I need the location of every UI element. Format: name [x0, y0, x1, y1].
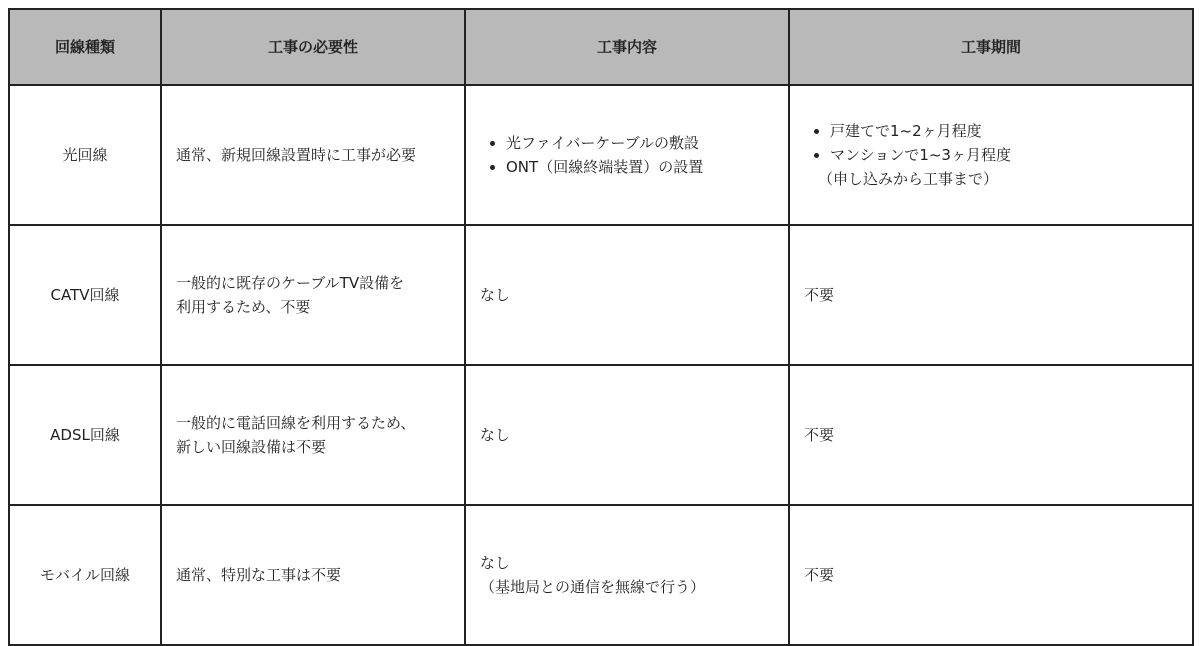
comparison-table-container	[8, 8, 1192, 622]
list-item: • 戸建てで1~2ヶ月程度	[830, 119, 1178, 143]
cell-necessity	[161, 505, 465, 645]
header-construction-period: 工事期間	[789, 9, 1193, 85]
list-item: • ONT（回線終端装置）の設置	[506, 155, 774, 179]
list-item: • 光ファイバーケーブルの敷設	[506, 131, 774, 155]
cell-necessity	[161, 85, 465, 225]
necessity-text: 利用するため、不要	[176, 298, 311, 316]
cell-period	[789, 85, 1193, 225]
period-bullet-list	[804, 119, 1178, 167]
line-type-comparison-table	[8, 8, 1194, 646]
table-row	[9, 85, 1193, 225]
necessity-text: 一般的に既存のケーブルTV設備を	[176, 274, 405, 292]
content-text: なし	[480, 426, 511, 444]
cell-content	[465, 365, 789, 505]
header-construction-necessity: 工事の必要性	[161, 9, 465, 85]
cell-line-type: 光回線	[9, 85, 161, 225]
cell-line-type: CATV回線	[9, 225, 161, 365]
necessity-text: 通常、新規回線設置時に工事が必要	[176, 146, 417, 164]
cell-content	[465, 505, 789, 645]
content-text: なし	[480, 554, 511, 572]
cell-necessity	[161, 365, 465, 505]
table-row	[9, 365, 1193, 505]
content-text: なし	[480, 286, 511, 304]
necessity-text: 一般的に電話回線を利用するため、	[176, 414, 416, 432]
table-row	[9, 225, 1193, 365]
cell-content	[465, 85, 789, 225]
content-bullet-list	[480, 131, 774, 179]
cell-content	[465, 225, 789, 365]
list-item: • マンションで1~3ヶ月程度	[830, 143, 1178, 167]
cell-line-type: ADSL回線	[9, 365, 161, 505]
cell-period: 不要	[789, 225, 1193, 365]
necessity-text: 新しい回線設備は不要	[176, 438, 327, 456]
cell-period: 不要	[789, 505, 1193, 645]
cell-period: 不要	[789, 365, 1193, 505]
table-row	[9, 505, 1193, 645]
necessity-text: 通常、特別な工事は不要	[176, 566, 342, 584]
period-note: （申し込みから工事まで）	[818, 170, 999, 188]
content-note: （基地局との通信を無線で行う）	[480, 578, 706, 596]
table-header-row	[9, 9, 1193, 85]
header-line-type: 回線種類	[9, 9, 161, 85]
header-construction-content: 工事内容	[465, 9, 789, 85]
cell-necessity	[161, 225, 465, 365]
cell-line-type: モバイル回線	[9, 505, 161, 645]
